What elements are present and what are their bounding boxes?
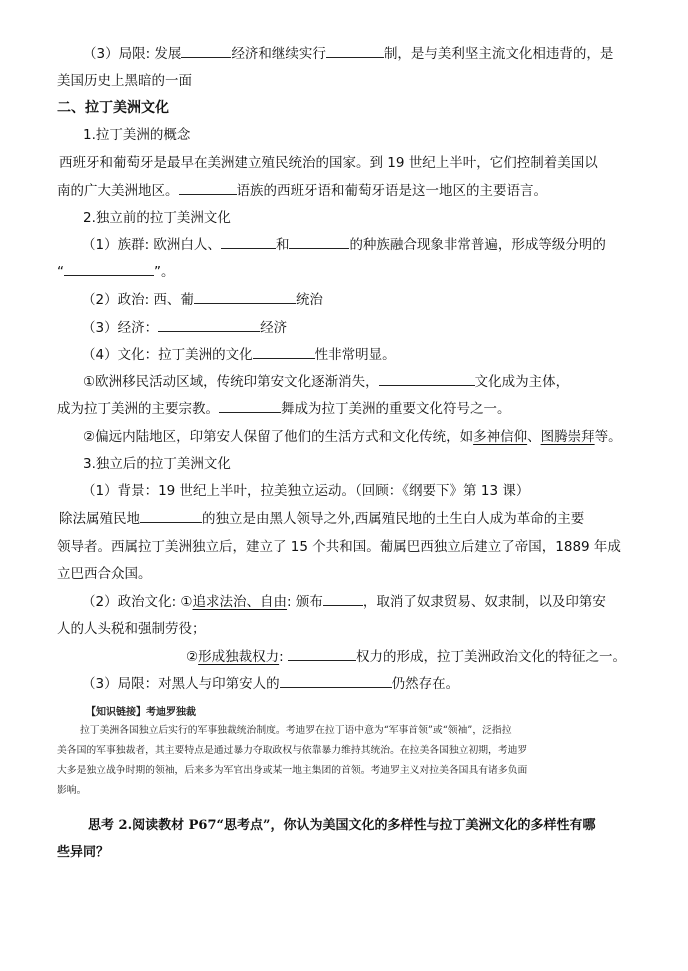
- text: : 颁布: [287, 594, 323, 610]
- text: ②偏远内陆地区，印第安人保留了他们的生活方式和文化传统，如: [83, 429, 474, 445]
- text: 舞成为拉丁美洲的重要文化符号之一。: [281, 401, 511, 417]
- fill-blank[interactable]: [323, 591, 363, 606]
- text: ”。: [154, 264, 175, 280]
- text: 性非常明显。: [314, 347, 396, 363]
- text: 美各国的军事独裁者，其主要特点是通过暴力夺取政权与依靠暴力维持其统治。在拉美各国独立初期，考迪罗: [57, 745, 528, 756]
- subheading-concept: [0, 124, 688, 146]
- text: ②: [186, 649, 199, 665]
- heading-text: 二、拉丁美洲文化: [57, 100, 169, 116]
- line-concept-1: [0, 152, 688, 174]
- text: 除法属殖民地: [59, 511, 140, 527]
- text: 南的广大美洲地区。: [57, 183, 179, 199]
- text: （2）政治: 西、葡: [82, 292, 194, 308]
- text: “: [57, 264, 64, 280]
- text: 的种族融合现象非常普遍，形成等级分明的: [349, 237, 606, 253]
- line-culture-1a: [0, 371, 688, 393]
- line-culture: [0, 344, 688, 366]
- text: （3）局限：对黑人与印第安人的: [82, 676, 280, 692]
- fill-blank[interactable]: [379, 371, 475, 386]
- line-background-2: [0, 508, 688, 530]
- text: （1）背景：19 世纪上半叶，拉美独立运动。（回顾：《纲要下》第 13 课）: [82, 483, 530, 499]
- text: ①欧洲移民活动区域，传统印第安文化逐渐消失，: [83, 374, 379, 390]
- fill-blank[interactable]: [280, 673, 392, 688]
- line-politics: [0, 289, 688, 311]
- text: 制，是与美利坚主流文化相违背的，是: [383, 46, 614, 62]
- text: 大多是独立战争时期的领袖，后来多为军官出身或某一地主集团的首领。考迪罗主义对拉美各国具有诸多负面: [57, 765, 528, 776]
- fill-blank[interactable]: [158, 317, 260, 332]
- line-culture-1b: [0, 398, 688, 420]
- fill-blank[interactable]: [179, 180, 237, 195]
- text: （4）文化：拉丁美洲的文化: [82, 347, 253, 363]
- text: 统治: [295, 292, 323, 308]
- text: 2.独立前的拉丁美洲文化: [83, 210, 231, 226]
- text: 等。: [594, 429, 622, 445]
- line-ethnic: [0, 234, 688, 256]
- text: 权力的形成，拉丁美洲政治文化的特征之一。: [355, 649, 626, 665]
- line-limitation-la: [0, 673, 688, 695]
- line-dictatorship: [0, 646, 688, 668]
- text: 领导者。西属拉丁美洲独立后，建立了 15 个共和国。葡属巴西独立后建立了帝国，1889 年成: [57, 539, 621, 555]
- fill-blank[interactable]: [140, 508, 202, 523]
- line-dark-side: [0, 70, 688, 92]
- underlined-text: 形成独裁权力: [198, 649, 280, 665]
- text: （1）族群: 欧洲白人、: [82, 237, 221, 253]
- text: （3）局限: 发展: [83, 46, 182, 62]
- line-background: [0, 480, 688, 502]
- text: 3.独立后的拉丁美洲文化: [83, 456, 231, 472]
- line-concept-2: [0, 180, 688, 202]
- text: 仍然存在。: [391, 676, 460, 692]
- text: :: [279, 649, 288, 665]
- underlined-text: 图腾崇拜: [540, 429, 595, 445]
- section-heading-latin-america: [0, 97, 688, 119]
- fill-blank[interactable]: [221, 234, 276, 249]
- text: 思考 2.阅读教材 P67“思考点”，你认为美国文化的多样性与拉丁美洲文化的多样性有哪: [88, 818, 596, 833]
- fill-blank[interactable]: [326, 43, 384, 58]
- underlined-text: 追求法治、自由: [192, 594, 288, 610]
- line-political-culture-2: [0, 618, 688, 640]
- line-political-culture: [0, 591, 688, 613]
- fill-blank[interactable]: [64, 261, 154, 276]
- text: 语族的西班牙语和葡萄牙语是这一地区的主要语言。: [236, 183, 547, 199]
- fill-blank[interactable]: [194, 289, 296, 304]
- fill-blank[interactable]: [289, 234, 349, 249]
- text: 【知识链接】考迪罗独裁: [86, 707, 196, 718]
- knowledge-link-p1: [0, 723, 688, 739]
- text: 成为拉丁美洲的主要宗教。: [57, 401, 219, 417]
- fill-blank[interactable]: [219, 398, 281, 413]
- knowledge-link-p2: [0, 743, 688, 759]
- fill-blank[interactable]: [253, 344, 315, 359]
- text: 经济: [260, 320, 288, 336]
- text: 影响。: [57, 785, 87, 796]
- line-culture-2: [0, 426, 688, 448]
- knowledge-link-tag: [0, 705, 688, 721]
- text: 和: [275, 237, 290, 253]
- underlined-text: 多神信仰: [473, 429, 528, 445]
- line-economy: [0, 317, 688, 339]
- knowledge-link-p3: [0, 763, 688, 779]
- text: 拉丁美洲各国独立后实行的军事独裁统治制度。考迪罗在拉丁语中意为“军事首领”或“领袖”，泛指拉: [80, 725, 512, 736]
- think-question-line2: [0, 842, 688, 864]
- subheading-after-independence: [0, 453, 688, 475]
- fill-blank[interactable]: [181, 43, 231, 58]
- think-question-line1: [0, 815, 688, 837]
- text: 的独立是由黑人领导之外,西属殖民地的土生白人成为革命的主要: [202, 511, 585, 527]
- line-background-4: [0, 563, 688, 585]
- text: 人的人头税和强制劳役；: [57, 621, 206, 637]
- text: 美国历史上黑暗的一面: [57, 73, 192, 89]
- text: （2）政治文化: ①: [82, 594, 193, 610]
- subheading-before-independence: [0, 207, 688, 229]
- fill-blank[interactable]: [288, 646, 356, 661]
- text: 、: [527, 429, 541, 445]
- knowledge-link-p4: [0, 783, 688, 799]
- text: 些异同？: [57, 845, 110, 860]
- text: 经济和继续实行: [231, 46, 326, 62]
- text: 1.拉丁美洲的概念: [83, 127, 191, 143]
- text: 西班牙和葡萄牙是最早在美洲建立殖民统治的国家。到 19 世纪上半叶，它们控制着美国以: [59, 155, 598, 171]
- line-limitation-us: [0, 43, 688, 65]
- text: 文化成为主体，: [474, 374, 570, 390]
- text: （3）经济：: [82, 320, 159, 336]
- line-background-3: [0, 536, 688, 558]
- line-ethnic-cont: [0, 261, 688, 283]
- text: ，取消了奴隶贸易、奴隶制，以及印第安: [362, 594, 606, 610]
- text: 立巴西合众国。: [57, 566, 152, 582]
